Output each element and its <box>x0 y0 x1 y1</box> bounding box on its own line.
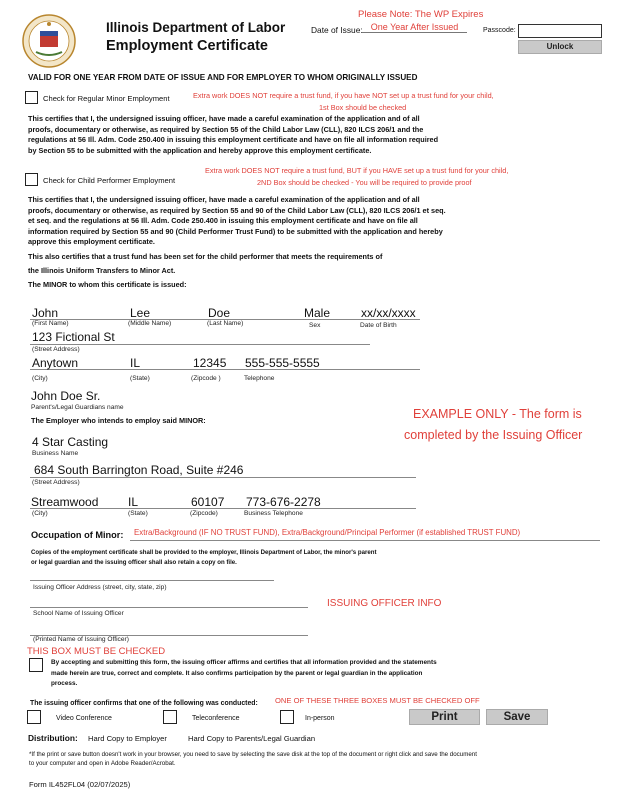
regular-minor-checkbox[interactable] <box>25 91 38 104</box>
officer-address-label: Issuing Officer Address (street, city, state, zip) <box>33 584 167 591</box>
telephone-label: Telephone <box>244 375 275 382</box>
child-performer-note-2: 2ND Box should be checked - You will be required to provide proof <box>257 178 472 187</box>
minor-last-name[interactable]: Doe <box>208 306 231 320</box>
employer-zipcode[interactable]: 60107 <box>191 495 225 509</box>
minor-middle-name[interactable]: Lee <box>130 306 151 320</box>
sex-label: Sex <box>309 322 321 329</box>
passcode-input[interactable] <box>518 24 602 38</box>
regular-minor-note: Extra work DOES NOT require a trust fund, if you have NOT set up a trust fund for your child, <box>193 91 494 100</box>
occupation-field[interactable]: Extra/Background (IF NO TRUST FUND), Extra/Background/Principal Performer (if established TRUST FUND) <box>134 528 521 537</box>
one-of-three-note: ONE OF THESE THREE BOXES MUST BE CHECKED OFF <box>275 696 480 705</box>
child-performer-checkbox[interactable] <box>25 173 38 186</box>
agency-title: Illinois Department of Labor <box>106 20 286 35</box>
affirmation-text: By accepting and submitting this form, the issuing officer affirms and certifies that all information provided and the statements made herein are true, correct and complete. It also confirms participation by the parent or legal guardian in the application process. <box>51 659 437 687</box>
affirm-checkbox[interactable] <box>29 658 43 672</box>
video-conference-label: Video Conference <box>56 715 112 722</box>
business-telephone-label: Business Telephone <box>244 510 303 517</box>
copies-note: Copies of the employment certificate shall be provided to the employer, Illinois Department of Labor, the minor's parent <box>31 549 377 556</box>
school-name-label: School Name of Issuing Officer <box>33 610 124 617</box>
last-name-label: (Last Name) <box>207 320 244 327</box>
employer-business-name[interactable]: 4 Star Casting <box>32 435 109 449</box>
validity-statement: VALID FOR ONE YEAR FROM DATE OF ISSUE AND FOR EMPLOYER TO WHOM ORIGINALLY ISSUED <box>28 73 418 82</box>
issuing-officer-info-note: ISSUING OFFICER INFO <box>327 598 442 609</box>
example-only-note: EXAMPLE ONLY - The form is <box>413 407 582 421</box>
employer-zipcode-label: (Zipcode) <box>190 510 218 517</box>
passcode-label: Passcode: <box>483 27 516 34</box>
child-performer-checkbox-label: Check for Child Performer Employment <box>43 176 176 185</box>
employer-section-heading: The Employer who intends to employ said MINOR: <box>31 416 206 425</box>
minor-zipcode[interactable]: 12345 <box>193 356 227 370</box>
copies-note-2: or legal guardian and the issuing officer shall also retain a copy on file. <box>31 559 237 566</box>
must-check-note: THIS BOX MUST BE CHECKED <box>27 646 166 657</box>
date-of-issue-field[interactable]: One Year After Issued <box>362 22 467 33</box>
example-only-note-2: completed by the Issuing Officer <box>404 428 583 442</box>
employer-state-label: (State) <box>128 510 148 517</box>
regular-minor-note-2: 1st Box should be checked <box>319 103 407 112</box>
conducted-label: The issuing officer confirms that one of the following was conducted: <box>30 700 258 707</box>
footnote: *If the print or save button doesn't work in your browser, you need to save by selecting the save disk at the top of the document or right click and save the document <box>29 751 477 758</box>
trust-fund-statement-2: the Illinois Uniform Transfers to Minor Act. <box>28 266 176 275</box>
performer-certification-text: This certifies that I, the undersigned issuing officer, have made a careful examination of the application and of all proofs, documentary or otherwise, as required by Section 55 and 90 of the Child Labor Law (CLL), 820 ILCS 206/1 et seq. et seq. and the regulations at 56 Ill. Adm. Code 250.400 in issuing this employment certificate and have on file all information required by Section 55 and 90 (Child Performer Trust Fund) to be submitted with the application and hereby approve this employment certificate. <box>28 195 446 246</box>
date-of-issue-label: Date of Issue: <box>311 25 363 35</box>
in-person-label: In-person <box>305 715 335 722</box>
minor-first-name[interactable]: John <box>32 306 59 320</box>
print-button[interactable]: Print <box>409 709 480 725</box>
distribution-label: Distribution: <box>28 733 78 743</box>
street-address-label: (Street Address) <box>32 346 80 353</box>
printed-name-label: (Printed Name of Issuing Officer) <box>33 636 129 643</box>
dob-label: Date of Birth <box>360 322 397 329</box>
distribution-employer: Hard Copy to Employer <box>88 734 167 743</box>
minor-sex[interactable]: Male <box>304 306 331 320</box>
minor-state[interactable]: IL <box>130 356 141 370</box>
video-conference-checkbox[interactable] <box>27 710 41 724</box>
middle-name-label: (Middle Name) <box>128 320 172 327</box>
employer-state[interactable]: IL <box>128 495 139 509</box>
minor-dob[interactable]: xx/xx/xxxx <box>361 306 416 320</box>
trust-fund-statement: This also certifies that a trust fund has been set for the child performer that meets the requirements of <box>28 252 383 261</box>
regular-minor-checkbox-label: Check for Regular Minor Employment <box>43 94 170 103</box>
employer-city[interactable]: Streamwood <box>31 495 99 509</box>
footnote-2: to your computer and open in Adobe Reader/Acrobat. <box>29 760 176 767</box>
minor-telephone[interactable]: 555-555-5555 <box>245 356 320 370</box>
employer-street-address[interactable]: 684 South Barrington Road, Suite #246 <box>34 463 244 477</box>
minor-section-heading: The MINOR to whom this certificate is issued: <box>28 280 187 289</box>
unlock-button[interactable]: Unlock <box>518 40 602 54</box>
teleconference-checkbox[interactable] <box>163 710 177 724</box>
guardian-name-label: Parent's/Legal Guardians name <box>31 404 124 411</box>
form-title: Employment Certificate <box>106 38 268 54</box>
teleconference-label: Teleconference <box>192 715 240 722</box>
regular-certification-text: This certifies that I, the undersigned issuing officer, have made a careful examination of the application and of all proofs, documentary or otherwise, as required by Section 55 of the Child Labor Law (CLL), 820 ILCS 206/1 and the regulations at 56 Ill. Adm. Code 250.400 in issuing this employment certificate and have on file all information required by Section 55 to be submitted with the application and hereby approve this employment certificate. <box>28 114 439 155</box>
in-person-checkbox[interactable] <box>280 710 294 724</box>
first-name-label: (First Name) <box>32 320 69 327</box>
wp-expiry-note: Please Note: The WP Expires <box>358 9 484 20</box>
employer-telephone[interactable]: 773-676-2278 <box>246 495 321 509</box>
minor-street-address[interactable]: 123 Fictional St <box>32 330 115 344</box>
business-name-label: Business Name <box>32 450 79 457</box>
save-button[interactable]: Save <box>486 709 548 725</box>
distribution-guardian: Hard Copy to Parents/Legal Guardian <box>188 734 316 743</box>
illinois-state-seal <box>22 14 76 68</box>
city-label: (City) <box>32 375 48 382</box>
child-performer-note: Extra work DOES NOT require a trust fund, BUT if you HAVE set up a trust fund for your child, <box>205 166 509 175</box>
guardian-name[interactable]: John Doe Sr. <box>31 389 101 403</box>
minor-city[interactable]: Anytown <box>32 356 79 370</box>
form-id: Form IL452FL04 (02/07/2025) <box>29 780 131 789</box>
zipcode-label: (Zipcode ) <box>191 375 221 382</box>
occupation-label: Occupation of Minor: <box>31 530 124 540</box>
employer-city-label: (City) <box>32 510 48 517</box>
state-label: (State) <box>130 375 150 382</box>
employer-street-label: (Street Address) <box>32 479 80 486</box>
